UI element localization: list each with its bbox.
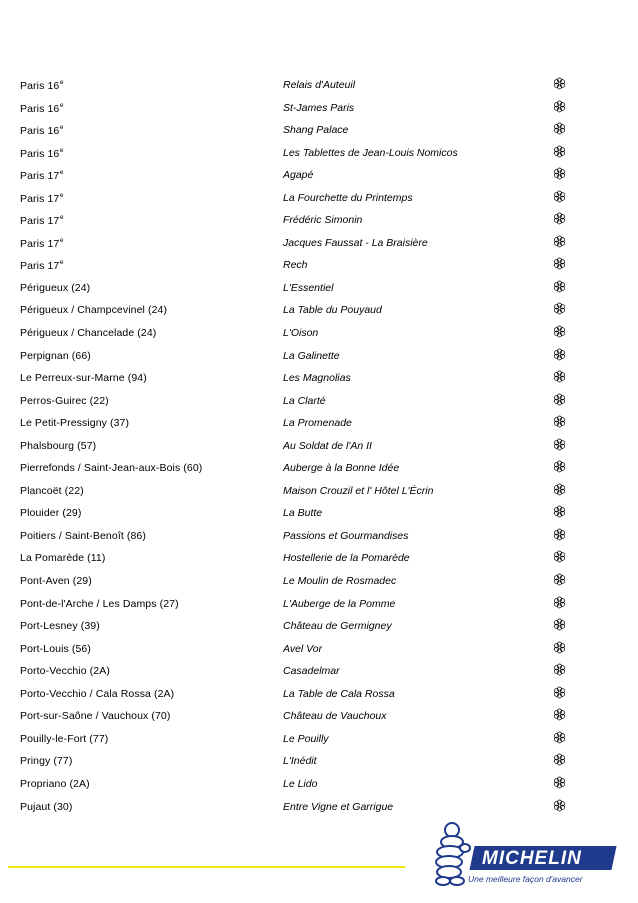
- restaurant-name: Frédéric Simonin: [283, 214, 363, 227]
- city-label: [20, 102, 64, 115]
- city-label: [20, 327, 156, 339]
- city-label: [20, 552, 105, 564]
- list-item: [0, 598, 638, 621]
- michelin-star-icon: [553, 528, 566, 541]
- city-text: Paris 17: [20, 170, 60, 183]
- michelin-star-icon: [553, 641, 566, 654]
- city-label: [20, 688, 174, 700]
- city-text: Plancoët (22): [20, 484, 84, 497]
- restaurant-name: L'Auberge de la Pomme: [283, 597, 396, 610]
- michelin-star-icon: [553, 686, 566, 699]
- city-label: [20, 755, 72, 767]
- city-text: La Pomarède (11): [20, 552, 106, 565]
- list-item: [0, 350, 638, 373]
- restaurant-name: Le Moulin de Rosmadec: [283, 575, 397, 588]
- city-label: [20, 575, 92, 587]
- restaurant-name: Les Tablettes de Jean-Louis Nomicos: [283, 146, 458, 159]
- city-text: Paris 17: [20, 215, 60, 228]
- city-label: [20, 598, 179, 610]
- list-item: [0, 304, 638, 327]
- city-text: Port-Lesney (39): [20, 620, 100, 633]
- city-text: Paris 16: [20, 80, 60, 92]
- arrondissement-suffix: e: [59, 236, 64, 244]
- restaurant-name: Jacques Faussat - La Braisière: [283, 236, 428, 249]
- list-item: [0, 620, 638, 643]
- city-text: Phalsbourg (57): [20, 439, 97, 452]
- list-item: [0, 169, 638, 192]
- arrondissement-suffix: e: [59, 191, 64, 199]
- michelin-star-icon: [553, 460, 566, 473]
- restaurant-name: La Table de Cala Rossa: [283, 687, 395, 700]
- logo-brand: MICHELIN: [482, 848, 582, 869]
- michelin-star-icon: [553, 663, 566, 676]
- list-item: [0, 485, 638, 508]
- city-label: [20, 417, 129, 429]
- michelin-star-icon: [553, 167, 566, 180]
- city-label: [20, 259, 64, 272]
- restaurant-name: Au Soldat de l'An II: [283, 439, 372, 452]
- list-item: [0, 282, 638, 305]
- arrondissement-suffix: e: [59, 259, 64, 267]
- restaurant-name: Agapé: [283, 169, 314, 182]
- city-text: Le Perreux-sur-Marne (94): [20, 372, 147, 385]
- city-label: [20, 733, 108, 745]
- michelin-star-icon: [553, 370, 566, 383]
- michelin-star-icon: [553, 257, 566, 270]
- michelin-star-icon: [553, 596, 566, 609]
- list-item: [0, 192, 638, 215]
- restaurant-name: Hostellerie de la Pomarède: [283, 552, 410, 565]
- michelin-star-icon: [553, 77, 566, 90]
- city-text: Paris 16: [20, 125, 60, 138]
- restaurant-name: St-James Paris: [283, 101, 355, 114]
- michelin-star-icon: [553, 302, 566, 315]
- city-text: Pont-de-l'Arche / Les Damps (27): [20, 597, 179, 610]
- michelin-star-icon: [553, 776, 566, 789]
- restaurant-name: Casadelmar: [283, 665, 340, 678]
- list-item: [0, 665, 638, 688]
- city-text: Porto-Vecchio / Cala Rossa (2A): [20, 687, 175, 700]
- city-text: Pringy (77): [20, 755, 73, 768]
- city-label: [20, 801, 72, 813]
- city-label: [20, 643, 91, 655]
- city-text: Poitiers / Saint-Benoît (86): [20, 529, 146, 542]
- city-text: Porto-Vecchio (2A): [20, 665, 110, 678]
- michelin-star-icon: [553, 145, 566, 158]
- restaurant-name: Les Magnolias: [283, 372, 351, 385]
- restaurant-name: La Table du Pouyaud: [283, 304, 382, 317]
- michelin-star-icon: [553, 100, 566, 113]
- michelin-star-icon: [553, 799, 566, 812]
- michelin-star-icon: [553, 280, 566, 293]
- restaurant-name: Rech: [283, 259, 308, 272]
- arrondissement-suffix: e: [59, 79, 64, 86]
- restaurant-name: Relais d'Auteuil: [283, 79, 356, 91]
- list-item: [0, 237, 638, 260]
- list-item: [0, 755, 638, 778]
- list-item: [0, 147, 638, 170]
- list-item: [0, 575, 638, 598]
- michelin-star-icon: [553, 708, 566, 721]
- michelin-star-icon: [553, 235, 566, 248]
- list-item: [0, 79, 638, 102]
- michelin-star-icon: [553, 212, 566, 225]
- list-item: [0, 710, 638, 733]
- list-item: [0, 507, 638, 530]
- list-item: [0, 552, 638, 575]
- city-text: Périgueux / Champcevinel (24): [20, 304, 168, 317]
- restaurant-name: Le Lido: [283, 777, 318, 790]
- list-item: [0, 327, 638, 350]
- city-text: Propriano (2A): [20, 777, 90, 790]
- city-label: [20, 530, 146, 542]
- city-label: [20, 507, 81, 519]
- michelin-star-icon: [553, 325, 566, 338]
- city-label: [20, 462, 202, 474]
- city-label: [20, 304, 167, 316]
- arrondissement-suffix: e: [59, 124, 64, 132]
- michelin-star-icon: [553, 573, 566, 586]
- list-item: [0, 643, 638, 666]
- list-item: [0, 778, 638, 801]
- city-label: [20, 147, 64, 160]
- michelin-star-icon: [553, 190, 566, 203]
- city-text: Paris 17: [20, 192, 60, 205]
- restaurant-name: L'Essentiel: [283, 281, 334, 294]
- list-item: [0, 462, 638, 485]
- city-label: [20, 620, 100, 632]
- city-text: Paris 17: [20, 260, 60, 273]
- city-label: [20, 372, 147, 384]
- list-item: [0, 417, 638, 440]
- restaurant-name: La Fourchette du Printemps: [283, 191, 413, 204]
- arrondissement-suffix: e: [59, 101, 64, 109]
- michelin-star-icon: [553, 550, 566, 563]
- restaurant-name: La Promenade: [283, 417, 352, 430]
- city-label: [20, 214, 64, 227]
- restaurant-name: La Clarté: [283, 394, 326, 407]
- city-text: Périgueux (24): [20, 281, 91, 294]
- restaurant-name: Le Pouilly: [283, 732, 329, 745]
- list-item: [0, 530, 638, 553]
- arrondissement-suffix: e: [59, 214, 64, 222]
- city-label: [20, 192, 64, 205]
- city-label: [20, 282, 90, 294]
- logo-tagline: Une meilleure façon d'avancer: [468, 874, 583, 884]
- city-text: Perros-Guirec (22): [20, 394, 109, 407]
- city-label: [20, 778, 90, 790]
- city-text: Paris 16: [20, 147, 60, 160]
- city-text: Paris 17: [20, 237, 60, 250]
- list-item: [0, 102, 638, 125]
- michelin-star-icon: [553, 348, 566, 361]
- list-item: [0, 733, 638, 756]
- arrondissement-suffix: e: [59, 169, 64, 177]
- list-item: [0, 124, 638, 147]
- list-item: [0, 688, 638, 711]
- michelin-star-icon: [553, 505, 566, 518]
- michelin-star-icon: [553, 122, 566, 135]
- city-label: [20, 710, 170, 722]
- city-text: Port-sur-Saône / Vauchoux (70): [20, 710, 171, 723]
- list-item: [0, 440, 638, 463]
- city-text: Pierrefonds / Saint-Jean-aux-Bois (60): [20, 462, 203, 475]
- city-text: Pujaut (30): [20, 800, 73, 813]
- city-label: [20, 440, 96, 452]
- michelin-star-icon: [553, 393, 566, 406]
- arrondissement-suffix: e: [59, 146, 64, 154]
- restaurant-name: Château de Germigney: [283, 620, 392, 633]
- city-label: [20, 395, 109, 407]
- restaurant-name: L'Oison: [283, 327, 319, 340]
- restaurant-name: Entre Vigne et Garrigue: [283, 800, 394, 813]
- city-text: Perpignan (66): [20, 349, 91, 362]
- city-label: [20, 79, 64, 92]
- restaurant-name: Avel Vor: [283, 642, 323, 655]
- michelin-star-icon: [553, 618, 566, 631]
- city-text: Périgueux / Chancelade (24): [20, 327, 157, 340]
- list-item: [0, 214, 638, 237]
- city-label: [20, 350, 91, 362]
- list-item: [0, 259, 638, 282]
- michelin-star-icon: [553, 438, 566, 451]
- city-label: [20, 124, 64, 137]
- city-text: Le Petit-Pressigny (37): [20, 417, 130, 430]
- city-label: [20, 237, 64, 250]
- city-text: Plouider (29): [20, 507, 82, 520]
- city-text: Paris 16: [20, 102, 60, 115]
- footer-rule: [8, 866, 405, 868]
- michelin-star-icon: [553, 415, 566, 428]
- city-text: Pouilly-le-Fort (77): [20, 732, 109, 745]
- restaurant-name: L'Inédit: [283, 755, 317, 768]
- city-label: [20, 485, 84, 497]
- list-item: [0, 395, 638, 418]
- city-text: Port-Louis (56): [20, 642, 91, 655]
- city-label: [20, 169, 64, 182]
- restaurant-name: Passions et Gourmandises: [283, 529, 409, 542]
- restaurant-name: Shang Palace: [283, 124, 349, 137]
- michelin-star-icon: [553, 731, 566, 744]
- city-text: Pont-Aven (29): [20, 575, 92, 588]
- bibendum-icon: [436, 823, 470, 885]
- restaurant-name: La Galinette: [283, 349, 340, 362]
- city-label: [20, 665, 110, 677]
- restaurant-list: [0, 79, 638, 823]
- restaurant-name: La Butte: [283, 507, 323, 520]
- restaurant-name: Auberge à la Bonne Idée: [283, 462, 400, 475]
- restaurant-name: Maison Crouzil et l' Hôtel L'Écrin: [283, 484, 434, 497]
- michelin-star-icon: [553, 483, 566, 496]
- restaurant-name: Château de Vauchoux: [283, 710, 387, 723]
- michelin-star-icon: [553, 753, 566, 766]
- list-item: [0, 372, 638, 395]
